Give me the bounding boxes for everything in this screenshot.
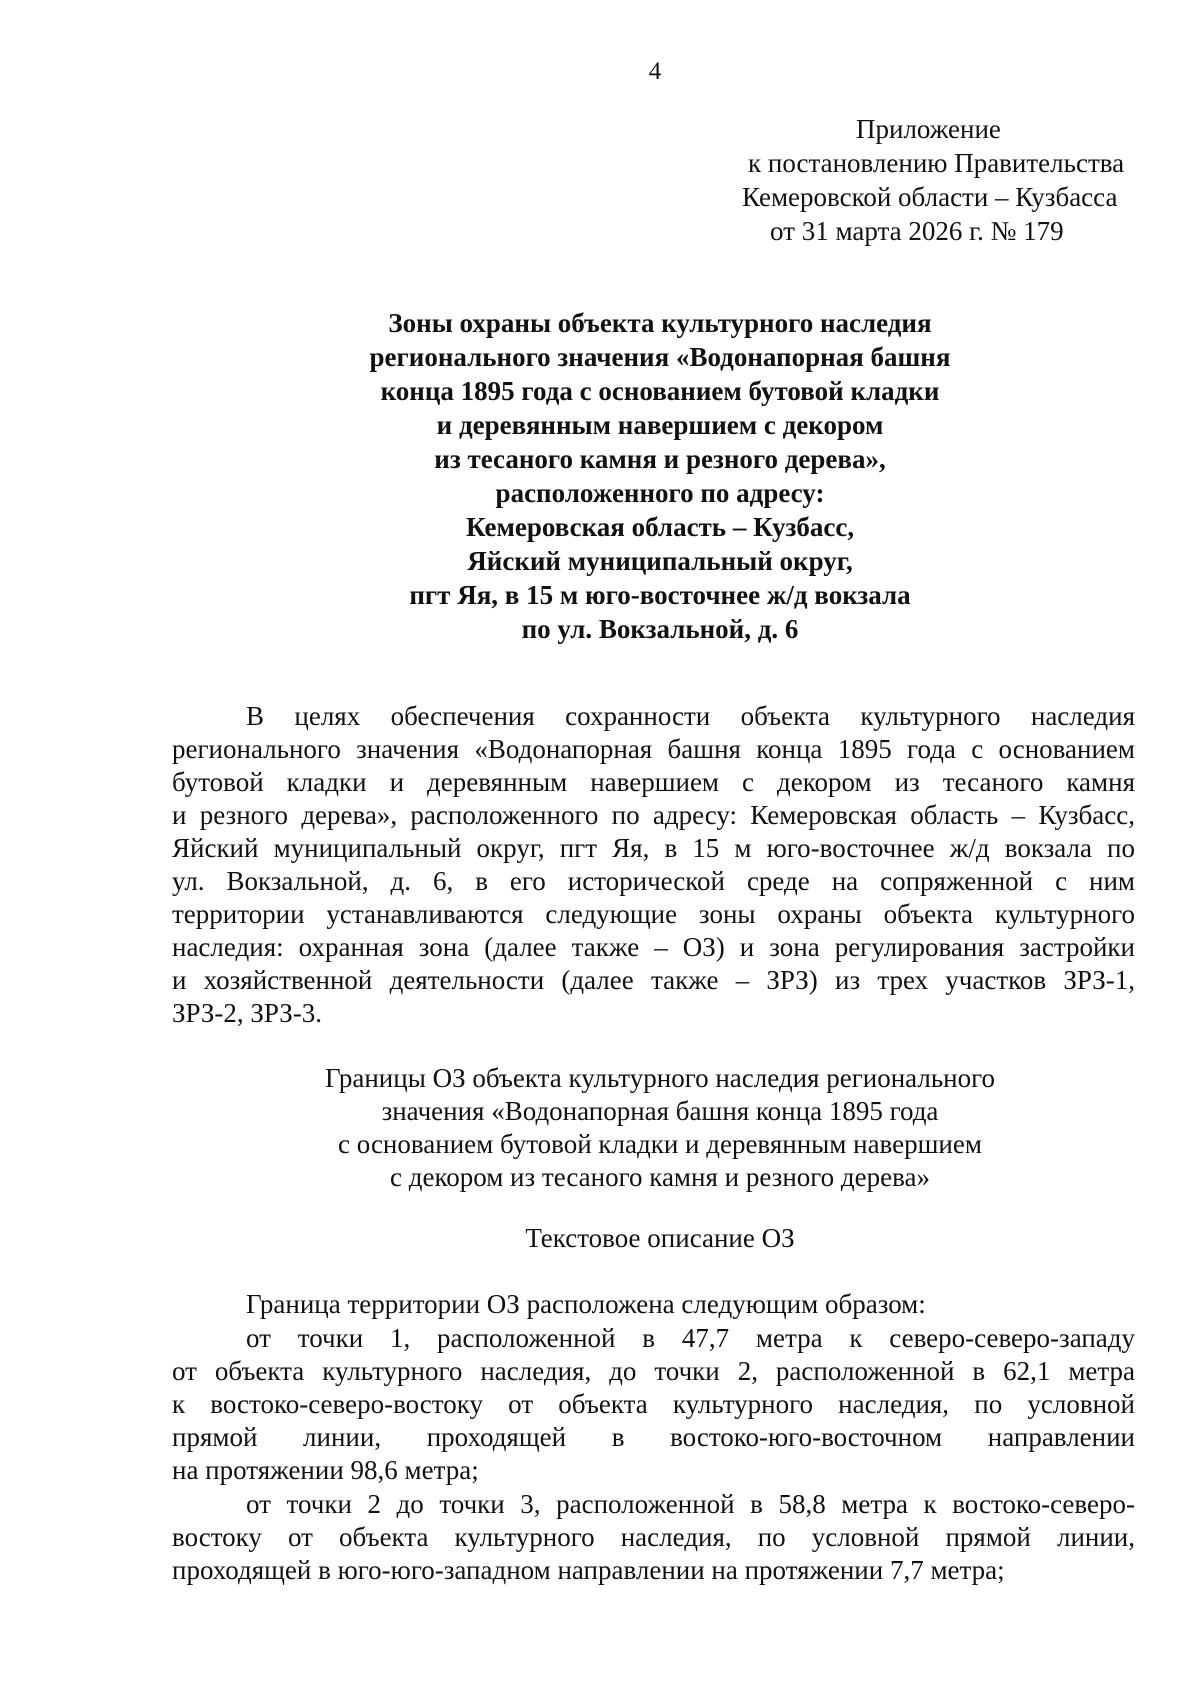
document-title: [180, 306, 1140, 646]
title-line: Яйский муниципальный округ,: [467, 546, 853, 576]
paragraph-line: от точки 2 до точки 3, расположенной в 58,8 метра к востоко-северо-: [246, 1489, 1135, 1519]
paragraph-line: проходящей в юго-юго-западном направлении на протяжении 7,7 метра;: [172, 1555, 1005, 1585]
paragraph-line: ул. Вокзальной, д. 6, в его исторической среде на сопряженной с ним: [172, 866, 1135, 896]
heading-line: с основанием бутовой кладки и деревянным навершием: [338, 1129, 982, 1159]
title-line: по ул. Вокзальной, д. 6: [521, 614, 799, 644]
title-line: конца 1895 года с основанием бутовой кладки: [380, 376, 940, 406]
title-line: регионального значения «Водонапорная башня: [369, 342, 951, 372]
title-line: из тесаного камня и резного дерева»,: [434, 444, 886, 474]
text-description-heading: [180, 1222, 1140, 1255]
paragraph-line: к востоко-северо-востоку от объекта культурного наследия, по условной: [172, 1389, 1135, 1419]
paragraph-line: от объекта культурного наследия, до точки 2, расположенной в 62,1 метра: [172, 1356, 1135, 1386]
title-line: Зоны охраны объекта культурного наследия: [388, 308, 932, 338]
paragraph-line: от точки 1, расположенной в 47,7 метра к северо-северо-западу: [246, 1323, 1135, 1353]
paragraph-line: наследия: охранная зона (далее также – ОЗ) и зона регулирования застройки: [172, 932, 1135, 962]
appendix-line: от 31 марта 2026 г. № 179: [770, 216, 1064, 246]
paragraph-line: территории устанавливаются следующие зоны охраны объекта культурного: [172, 899, 1135, 929]
paragraph-line: Яйский муниципальный округ, пгт Яя, в 15 м юго-восточнее ж/д вокзала по: [172, 833, 1135, 863]
appendix-block: [720, 112, 1170, 248]
boundary-intro-paragraph: [172, 1288, 1135, 1321]
paragraph-line: бутовой кладки и деревянным навершием с декором из тесаного камня: [172, 767, 1135, 797]
oz-boundaries-heading: [180, 1062, 1140, 1194]
point-1-paragraph: [172, 1322, 1135, 1487]
intro-paragraph: [172, 700, 1135, 1030]
paragraph-line: и хозяйственной деятельности (далее также – ЗРЗ) из трех участков ЗРЗ-1,: [172, 965, 1135, 995]
paragraph-line: и резного дерева», расположенного по адресу: Кемеровская область – Кузбасс,: [172, 800, 1135, 830]
appendix-line: Приложение: [856, 114, 1001, 144]
title-line: расположенного по адресу:: [495, 478, 825, 508]
heading-line: Границы ОЗ объекта культурного наследия регионального: [324, 1063, 996, 1093]
point-2-paragraph: [172, 1488, 1135, 1587]
paragraph-line: В целях обеспечения сохранности объекта культурного наследия: [246, 701, 1135, 731]
heading-line: значения «Водонапорная башня конца 1895 года: [381, 1096, 939, 1126]
paragraph-line: прямой линии, проходящей в востоко-юго-восточном направлении: [172, 1422, 1135, 1452]
paragraph-line: востоку от объекта культурного наследия, по условной прямой линии,: [172, 1522, 1135, 1552]
paragraph-line: ЗРЗ-2, ЗРЗ-3.: [172, 998, 323, 1028]
paragraph-line: регионального значения «Водонапорная башня конца 1895 года с основанием: [172, 734, 1135, 764]
appendix-line: к постановлению Правительства: [748, 148, 1125, 178]
page-number: 4: [648, 58, 662, 85]
title-line: пгт Яя, в 15 м юго-восточнее ж/д вокзала: [409, 580, 911, 610]
paragraph-line: на протяжении 98,6 метра;: [172, 1455, 479, 1485]
heading-line: Текстовое описание ОЗ: [525, 1223, 795, 1253]
paragraph-line: Граница территории ОЗ расположена следующим образом:: [246, 1289, 926, 1319]
appendix-line: Кемеровской области – Кузбасса: [742, 182, 1118, 212]
title-line: и деревянным навершием с декором: [436, 410, 884, 440]
title-line: Кемеровская область – Кузбасс,: [465, 512, 855, 542]
heading-line: с декором из тесаного камня и резного дерева»: [390, 1162, 930, 1192]
